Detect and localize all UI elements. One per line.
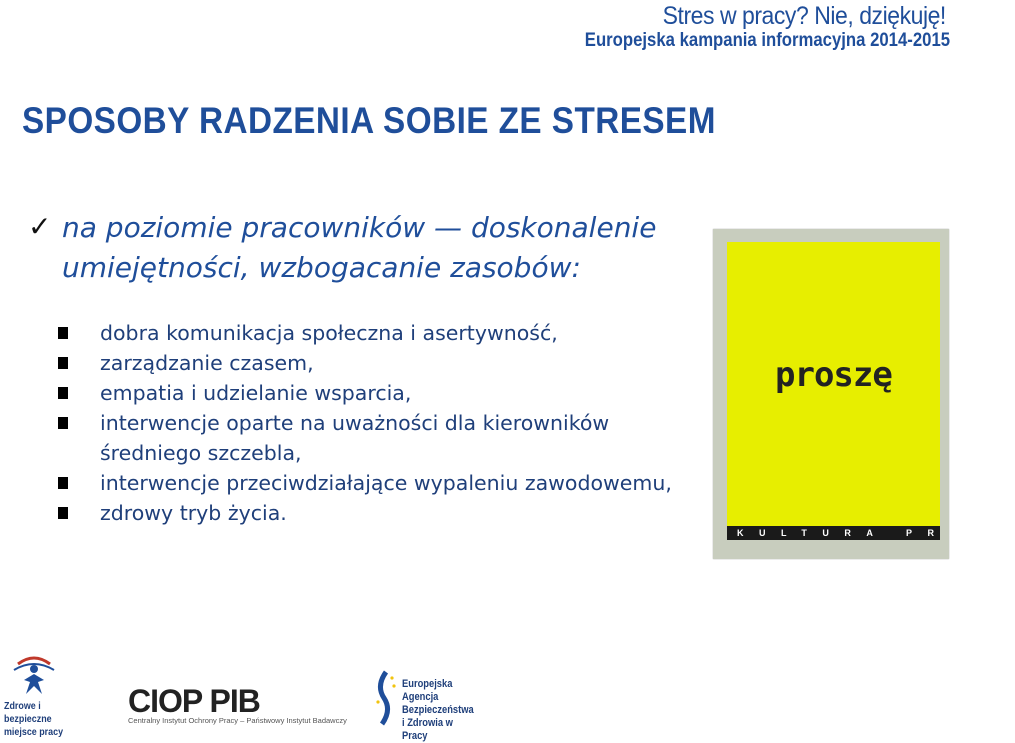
campaign-logo — [4, 650, 79, 738]
ciop-pib-subtitle: Centralny Instytut Ochrony Pracy – Państwowy Instytut Badawczy — [128, 716, 347, 725]
square-bullet-icon — [58, 477, 68, 489]
bullet-list — [58, 318, 698, 528]
square-bullet-icon — [58, 417, 68, 429]
checkmark-icon: ✓ — [28, 210, 52, 243]
campaign-logo-text: Zdrowe i bezpieczne miejsce pracy — [4, 700, 64, 738]
list-item: interwencje oparte na uważności dla kierowników średniego szczebla, — [58, 408, 698, 468]
ciop-pib-name: CIOP PIB — [128, 683, 260, 719]
square-bullet-icon — [58, 327, 68, 339]
list-item: empatia i udzielanie wsparcia, — [58, 378, 698, 408]
cover-series-bar: KULTURA PRACY — [727, 526, 940, 540]
eu-osha-text: Europejska Agencja Bezpieczeństwa i Zdrowia w Pracy — [402, 678, 474, 742]
campaign-slogan: Stres w pracy? Nie, dziękuję! — [662, 2, 946, 30]
eu-osha-emblem-icon — [372, 668, 400, 726]
book-cover-image — [713, 229, 1015, 559]
cover-title: proszę — [775, 355, 892, 395]
ciop-pib-logo — [128, 683, 347, 725]
list-item: zarządzanie czasem, — [58, 348, 698, 378]
square-bullet-icon — [58, 387, 68, 399]
star-person-icon — [4, 650, 64, 700]
book-cover-panel — [727, 242, 1015, 540]
list-item: interwencje przeciwdziałające wypaleniu zawodowemu, — [58, 468, 698, 498]
list-item: dobra komunikacja społeczna i asertywność, — [58, 318, 698, 348]
slide-title: SPOSOBY RADZENIA SOBIE ZE STRESEM — [22, 100, 716, 141]
lead-text: na poziomie pracowników — doskonalenie umiejętności, wzbogacanie zasobów: — [62, 211, 657, 284]
list-item: zdrowy tryb życia. — [58, 498, 698, 528]
square-bullet-icon — [58, 507, 68, 519]
square-bullet-icon — [58, 357, 68, 369]
eu-osha-logo — [372, 668, 492, 742]
campaign-subtitle: Europejska kampania informacyjna 2014-2015 — [584, 30, 950, 51]
